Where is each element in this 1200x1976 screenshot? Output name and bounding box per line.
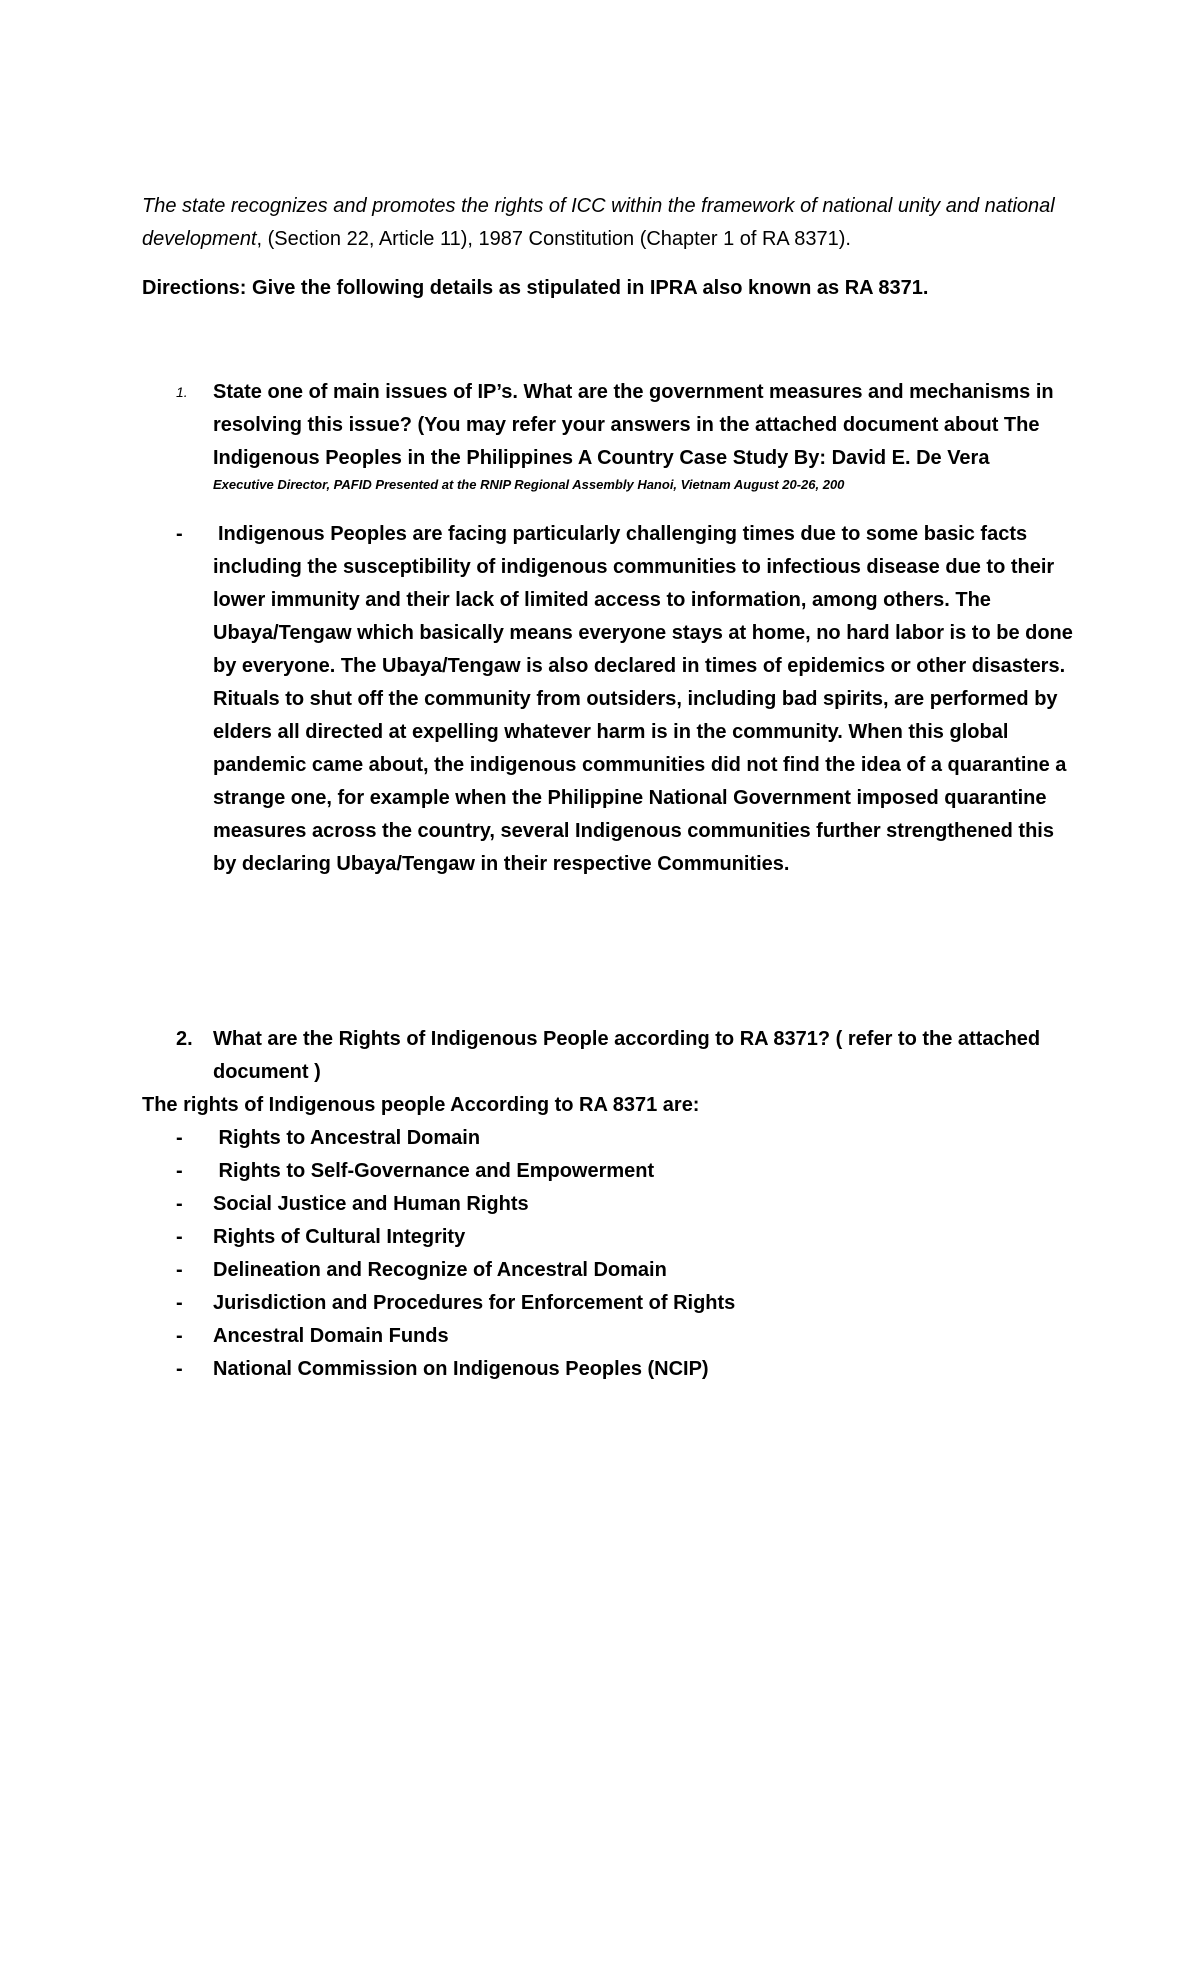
answer-1-bullet: - [176, 523, 183, 545]
list-item-label: National Commission on Indigenous Peoples (NCIP) [213, 1358, 709, 1380]
list-item [142, 1287, 1082, 1320]
directions-heading: Directions: Give the following details as stipulated in IPRA also known as RA 8371. [142, 277, 929, 299]
list-item [142, 1254, 1082, 1287]
list-item-label: Jurisdiction and Procedures for Enforcement of Rights [213, 1292, 736, 1314]
list-item-label: Delineation and Recognize of Ancestral Domain [213, 1259, 667, 1281]
question-1-number: 1. [176, 384, 188, 400]
list-item-label: Ancestral Domain Funds [213, 1325, 449, 1347]
list-bullet: - [176, 1127, 183, 1149]
list-item [142, 1221, 1082, 1254]
list-item-label: Rights to Ancestral Domain [213, 1127, 481, 1149]
list-bullet: - [176, 1325, 183, 1347]
question-1 [142, 376, 1082, 495]
question-2-number: 2. [176, 1028, 193, 1050]
answer-1-text: Indigenous Peoples are facing particularly challenging times due to some basic facts including the susceptibility of indigenous communities to infectious disease due to their lower immunity and their lack of limited access to information, among others. The Ubaya/Tengaw which basically means everyone stays at home, no hard labor is to be done by everyone. The Ubaya/Tengaw is also declared in times of epidemics or other disasters. Rituals to shut off the community from outsiders, including bad spirits, are performed by elders all directed at expelling whatever harm is in the community. When this global pandemic came about, the indigenous communities did not find the idea of a quarantine a strange one, for example when the Philippine National Government imposed quarantine measures across the country, several Indigenous communities further strengthened this by declaring Ubaya/Tengaw in their respective Communities. [213, 523, 1073, 875]
answer-1 [142, 518, 1082, 881]
list-item [142, 1155, 1082, 1188]
intro-paragraph [142, 190, 1082, 256]
list-item-label: Rights of Cultural Integrity [213, 1226, 466, 1248]
question-1-text: State one of main issues of IP’s. What are the government measures and mechanisms in resolving this issue? (You may refer your answers in the attached document about The Indigenous Peoples in the Philippines A Country Case Study By: David E. De Vera [213, 381, 1054, 469]
answer-2-heading: The rights of Indigenous people According to RA 8371 are: [142, 1094, 700, 1116]
question-2 [142, 1023, 1082, 1089]
list-item-label: Social Justice and Human Rights [213, 1193, 529, 1215]
list-item [142, 1353, 1082, 1386]
list-bullet: - [176, 1160, 183, 1182]
rights-list [142, 1122, 1082, 1386]
list-bullet: - [176, 1226, 183, 1248]
intro-citation-text: , (Section 22, Article 11), 1987 Constitution (Chapter 1 of RA 8371). [256, 228, 851, 250]
question-2-text: What are the Rights of Indigenous People according to RA 8371? ( refer to the attached document ) [213, 1028, 1041, 1083]
list-item [142, 1188, 1082, 1221]
list-bullet: - [176, 1259, 183, 1281]
intro-italic-text: The state recognizes and promotes the rights of ICC within the framework of national unity and national development [142, 195, 1055, 250]
list-bullet: - [176, 1193, 183, 1215]
list-item-label: Rights to Self-Governance and Empowerment [213, 1160, 655, 1182]
list-item [142, 1122, 1082, 1155]
list-bullet: - [176, 1358, 183, 1380]
list-item [142, 1320, 1082, 1353]
list-bullet: - [176, 1292, 183, 1314]
question-1-credit: Executive Director, PAFID Presented at the RNIP Regional Assembly Hanoi, Vietnam August 20-26, 200 [213, 477, 845, 492]
